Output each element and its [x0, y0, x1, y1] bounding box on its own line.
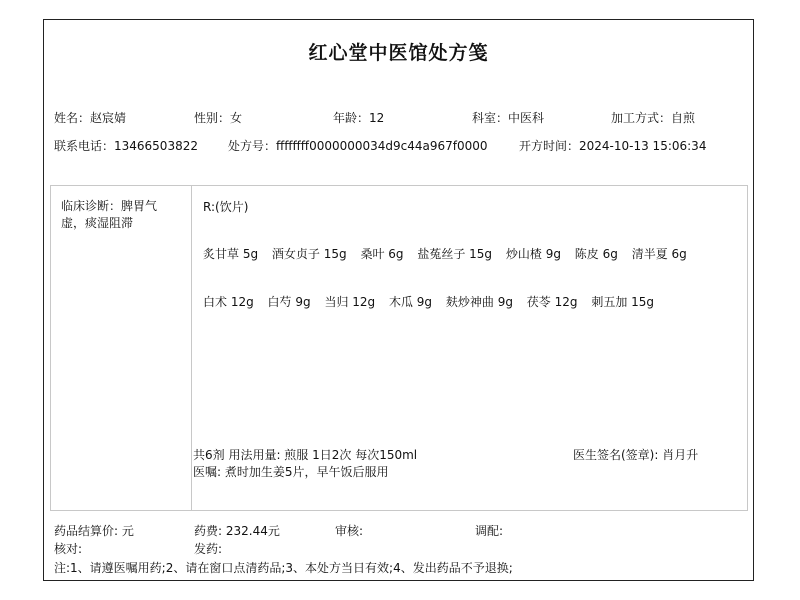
herb-item: 炙甘草 5g: [203, 247, 259, 261]
prescription-notes: 注:1、请遵医嘱用药;2、请在窗口点清药品;3、本处方当日有效;4、发出药品不予退换;: [54, 561, 513, 575]
rx-label: R:(饮片): [203, 200, 249, 214]
patient-info-row: [54, 109, 744, 125]
processing-method: 加工方式：自煎: [611, 111, 696, 125]
herb-item: 白术 12g: [203, 295, 254, 309]
patient-name: 姓名：赵宸婧: [54, 111, 127, 125]
herb-item: 当归 12g: [324, 295, 376, 309]
doctor-advice: 医嘱: 煮时加生姜5片，早午饭后服用: [193, 465, 389, 479]
herb-item: 麸炒神曲 9g: [445, 295, 513, 309]
notes-row: [54, 559, 744, 575]
patient-department: 科室：中医科: [472, 111, 545, 125]
herb-item: 炒山楂 9g: [505, 247, 561, 261]
prescription-body: [50, 185, 748, 511]
dosage-text: 共6剂 用法用量: 煎服 1日2次 每次150ml: [193, 448, 418, 462]
contact-phone: 联系电话：13466503822: [54, 139, 198, 153]
herb-item: 桑叶 6g: [360, 247, 404, 261]
herb-line-2: [203, 293, 664, 310]
prescription-meta-row: [54, 137, 744, 153]
clinical-diagnosis: 临床诊断：脾胃气虚，痰湿阻滞: [61, 199, 158, 230]
herb-item: 白芍 9g: [267, 295, 311, 309]
issue-field: 发药:: [194, 542, 223, 556]
check-row: [54, 540, 744, 556]
herb-item: 木瓜 9g: [388, 295, 433, 309]
herb-line-1: [203, 245, 697, 262]
dispense-field: 调配:: [475, 524, 504, 538]
column-divider: [191, 186, 192, 510]
check-field: 核对:: [54, 542, 83, 556]
review-field: 审核:: [335, 524, 364, 538]
herb-item: 陈皮 6g: [574, 247, 618, 261]
patient-gender: 性别：女: [194, 111, 243, 125]
fee-row: [54, 522, 744, 538]
herb-item: 茯苓 12g: [526, 295, 578, 309]
herb-item: 酒女贞子 15g: [271, 247, 347, 261]
page-title: 红心堂中医馆处方笺: [308, 42, 489, 64]
doctor-signature: 医生签名(签章): 肖月升: [573, 448, 699, 462]
prescription-sheet: [43, 19, 754, 581]
prescription-number: 处方号：ffffffff0000000034d9c44a967f0000: [228, 139, 488, 153]
patient-age: 年龄：12: [333, 111, 385, 125]
herb-item: 清半夏 6g: [631, 247, 687, 261]
herb-item: 刺五加 15g: [591, 295, 655, 309]
herb-item: 盐菟丝子 15g: [417, 247, 493, 261]
prescription-time: 开方时间：2024-10-13 15:06:34: [519, 139, 707, 153]
usage-instructions: [193, 447, 417, 481]
settlement-price: 药品结算价: 元: [54, 524, 134, 538]
drug-fee: 药费: 232.44元: [194, 524, 280, 538]
